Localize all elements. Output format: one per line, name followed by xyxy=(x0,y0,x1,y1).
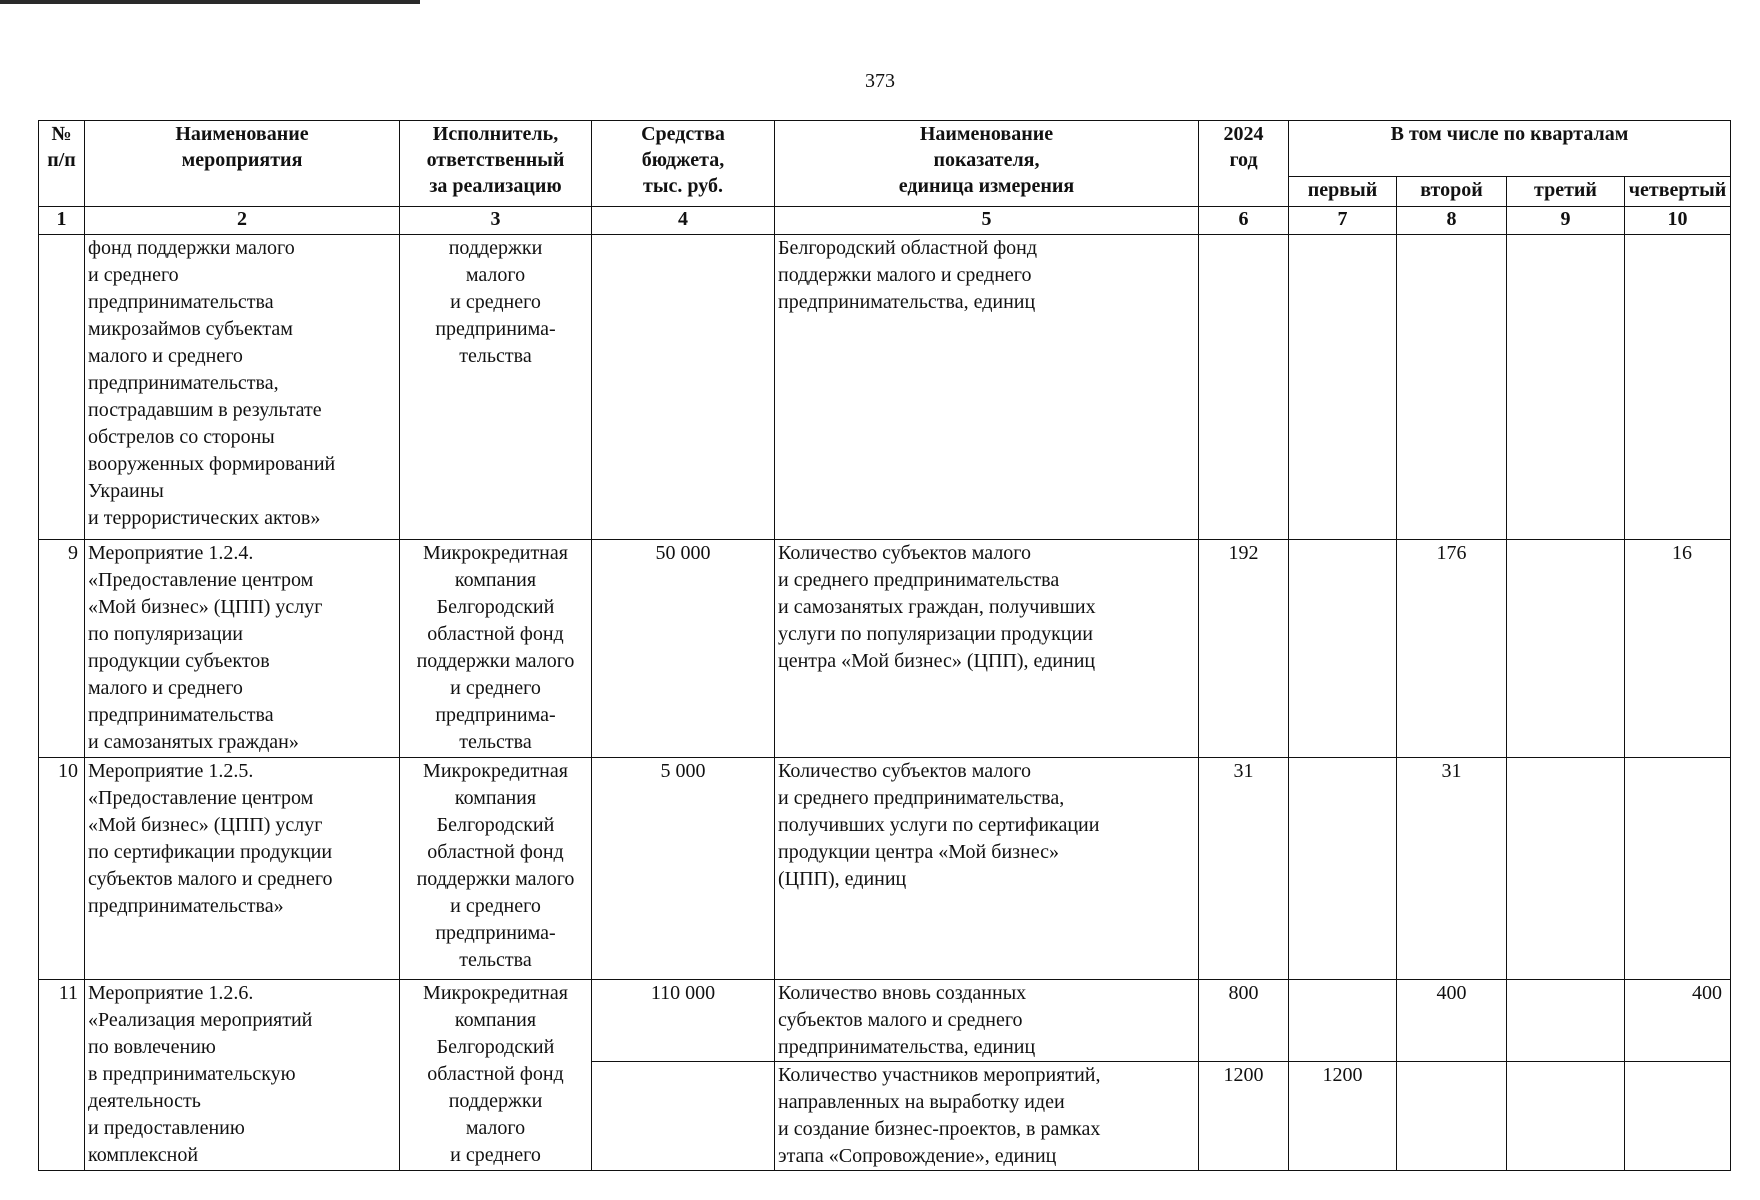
indicator: Количество вновь созданных субъектов малого и среднего предпринимательства, единиц xyxy=(775,980,1199,1062)
q4-value xyxy=(1625,758,1731,980)
header-executor: Исполнитель, ответственный за реализацию xyxy=(400,121,592,207)
program-table xyxy=(38,120,1731,1171)
table-row xyxy=(39,235,1731,540)
q1-value xyxy=(1289,235,1397,540)
q3-value xyxy=(1507,1062,1625,1171)
header-row-main xyxy=(39,121,1731,177)
q2-value: 31 xyxy=(1397,758,1507,980)
q1-value xyxy=(1289,758,1397,980)
header-quarters-group: В том числе по кварталам xyxy=(1289,121,1731,177)
q4-value xyxy=(1625,1062,1731,1171)
q2-value xyxy=(1397,1062,1507,1171)
row-number xyxy=(39,235,85,540)
header-q4: четвертый xyxy=(1625,177,1731,207)
q3-value xyxy=(1507,980,1625,1062)
year-value: 1200 xyxy=(1199,1062,1289,1171)
executor: поддержки малого и среднего предпринима- тельства xyxy=(400,235,592,540)
q3-value xyxy=(1507,235,1625,540)
year-value xyxy=(1199,235,1289,540)
column-number: 2 xyxy=(85,207,400,235)
header-num: № п/п xyxy=(39,121,85,207)
q1-value xyxy=(1289,980,1397,1062)
column-number: 9 xyxy=(1507,207,1625,235)
column-number: 7 xyxy=(1289,207,1397,235)
year-value: 192 xyxy=(1199,540,1289,758)
scan-edge-mark xyxy=(0,0,420,4)
q4-value xyxy=(1625,235,1731,540)
executor: Микрокредитная компания Белгородский областной фонд поддержки малого и среднего xyxy=(400,980,592,1171)
header-q3: третий xyxy=(1507,177,1625,207)
year-value: 800 xyxy=(1199,980,1289,1062)
column-number: 4 xyxy=(592,207,775,235)
indicator: Количество субъектов малого и среднего предпринимательства и самозанятых граждан, получивших услуги по популяризации продукции центра «Мой бизнес» (ЦПП), единиц xyxy=(775,540,1199,758)
header-q1: первый xyxy=(1289,177,1397,207)
table-row xyxy=(39,980,1731,1062)
year-value: 31 xyxy=(1199,758,1289,980)
row-number: 10 xyxy=(39,758,85,980)
table-row xyxy=(39,540,1731,758)
column-number: 8 xyxy=(1397,207,1507,235)
column-number-row xyxy=(39,207,1731,235)
header-budget: Средства бюджета, тыс. руб. xyxy=(592,121,775,207)
q4-value: 400 xyxy=(1625,980,1731,1062)
event-name: Мероприятие 1.2.5. «Предоставление центром «Мой бизнес» (ЦПП) услуг по сертификации продукции субъектов малого и среднего предпринимательства» xyxy=(85,758,400,980)
q2-value: 400 xyxy=(1397,980,1507,1062)
executor: Микрокредитная компания Белгородский областной фонд поддержки малого и среднего предпринима- тельства xyxy=(400,540,592,758)
q1-value: 1200 xyxy=(1289,1062,1397,1171)
q3-value xyxy=(1507,758,1625,980)
column-number: 1 xyxy=(39,207,85,235)
q2-value: 176 xyxy=(1397,540,1507,758)
budget: 5 000 xyxy=(592,758,775,980)
column-number: 3 xyxy=(400,207,592,235)
q4-value: 16 xyxy=(1625,540,1731,758)
q3-value xyxy=(1507,540,1625,758)
header-event-name: Наименование мероприятия xyxy=(85,121,400,207)
table-row xyxy=(39,758,1731,980)
event-name: Мероприятие 1.2.4. «Предоставление центром «Мой бизнес» (ЦПП) услуг по популяризации продукции субъектов малого и среднего предпринимательства и самозанятых граждан» xyxy=(85,540,400,758)
budget xyxy=(592,1062,775,1171)
budget: 50 000 xyxy=(592,540,775,758)
column-number: 6 xyxy=(1199,207,1289,235)
column-number: 5 xyxy=(775,207,1199,235)
row-number: 9 xyxy=(39,540,85,758)
indicator: Количество субъектов малого и среднего предпринимательства, получивших услуги по сертификации продукции центра «Мой бизнес» (ЦПП), единиц xyxy=(775,758,1199,980)
column-number: 10 xyxy=(1625,207,1731,235)
budget: 110 000 xyxy=(592,980,775,1062)
budget xyxy=(592,235,775,540)
header-indicator: Наименование показателя, единица измерения xyxy=(775,121,1199,207)
page-number: 373 xyxy=(865,70,895,92)
header-year: 2024 год xyxy=(1199,121,1289,207)
indicator: Белгородский областной фонд поддержки малого и среднего предпринимательства, единиц xyxy=(775,235,1199,540)
event-name: фонд поддержки малого и среднего предпринимательства микрозаймов субъектам малого и среднего предпринимательства, пострадавшим в результате обстрелов со стороны вооруженных формирований Украины и террористических актов» xyxy=(85,235,400,540)
indicator: Количество участников мероприятий, направленных на выработку идеи и создание бизнес-проектов, в рамках этапа «Сопровождение», единиц xyxy=(775,1062,1199,1171)
q1-value xyxy=(1289,540,1397,758)
executor: Микрокредитная компания Белгородский областной фонд поддержки малого и среднего предпринима- тельства xyxy=(400,758,592,980)
row-number: 11 xyxy=(39,980,85,1171)
event-name: Мероприятие 1.2.6. «Реализация мероприятий по вовлечению в предпринимательскую деятельность и предоставлению комплексной xyxy=(85,980,400,1171)
q2-value xyxy=(1397,235,1507,540)
header-q2: второй xyxy=(1397,177,1507,207)
